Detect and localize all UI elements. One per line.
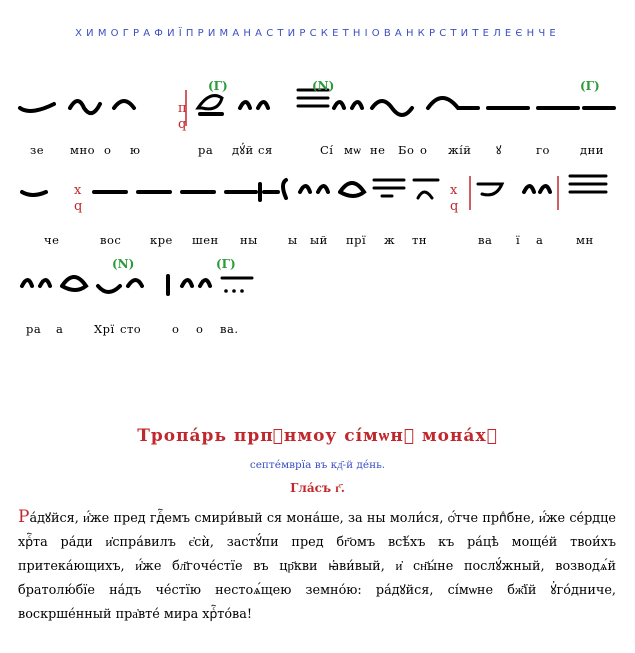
syllable: сто (120, 322, 142, 336)
syllable: а (536, 233, 544, 247)
syllable: Сі́ (320, 143, 334, 157)
syllable: ї (516, 233, 521, 247)
svg-text:х: х (450, 183, 458, 198)
svg-text:q: q (74, 199, 83, 214)
svg-text:(N): (N) (312, 79, 335, 93)
syllable: прї (346, 233, 367, 247)
troparion-tone: Гла́съ г҃. (290, 481, 345, 495)
syllable: ꙋ (496, 143, 502, 157)
syllable: о (420, 143, 428, 157)
syllable: го (536, 143, 550, 157)
syllable: мн (576, 233, 594, 247)
syllable: жі́й (448, 143, 472, 157)
syllable: ра (26, 322, 42, 336)
syllable: дни (580, 143, 604, 157)
svg-text:(N): (N) (112, 257, 135, 271)
neume-line-2 (18, 170, 618, 220)
syllable: мѡ (344, 143, 362, 157)
syllable: ва (478, 233, 493, 247)
troparion-title: Тропа́рь прпⷣнмоу сі́мѡнꙋ мона́хꙋ (137, 426, 498, 446)
troparion-date: септе́мврїа въ кд҃-й де́нь. (249, 459, 386, 471)
svg-text:(Г): (Г) (216, 257, 236, 271)
neume-staff-row-1 (18, 80, 618, 130)
syllable: дꙋ́й (232, 143, 254, 157)
syllable: Бо (398, 143, 415, 157)
svg-text:х: х (74, 183, 82, 198)
syllable: не (370, 143, 386, 157)
syllable: о (196, 322, 204, 336)
troparion-text: а́дꙋйся, и҆́же пред гдⷭ҇емъ смири́вый ся мона́ше, за ны моли́ся, ѻ҆́тче прпⷣбне, и҆́же се́рдце хрⷭ҇та ра́ди и҆спра́вилъ є҆сѝ, застꙋ́пи пред бг҃омъ всѣ́хъ къ ра́цѣ моще́й твои́хъ притека́ющихъ, и҆́же бл҃гоче́стїе въ цр҃кви ꙗ҆ви́вый, и҆ сн҃ы́не послꙋ́жный, возводѧ́й братолю́бїе на́дъ че́стїю нестоѧ́щею земно́ю: ра́дꙋйся, сі́мѡне бж҃їй ꙋ҆го́дниче, воскрше́нный пра҆вте́ мира хрⷭ҇то́ва! (18, 511, 616, 622)
neume-staff-row-3 (18, 258, 618, 308)
neume-line-1 (18, 80, 618, 130)
syllable: вос (100, 233, 122, 247)
syllable: шен (192, 233, 219, 247)
syllable: а (56, 322, 64, 336)
syllable: кре (150, 233, 173, 247)
syllable: зе (30, 143, 45, 157)
svg-text:(Г): (Г) (208, 79, 228, 93)
syllable: Хрї (94, 322, 115, 336)
syllable: ва. (220, 322, 239, 336)
svg-text:(Г): (Г) (580, 79, 600, 93)
neume-line-3 (18, 258, 318, 308)
syllable: че (44, 233, 60, 247)
svg-text:q: q (178, 117, 187, 132)
syllable: ны (240, 233, 258, 247)
troparion-body (18, 505, 616, 627)
syllable: тн (412, 233, 428, 247)
red-mark: п (178, 101, 187, 116)
syllable: о (172, 322, 180, 336)
drop-cap: Р (18, 507, 30, 527)
svg-text:q: q (450, 199, 459, 214)
header-text: ХИМОГРАФИЇПРИМАНАСТИРСКЕТНІОВАНКРСТИТЕЛЕЄНЧЕ (75, 28, 560, 39)
syllable: мно (70, 143, 96, 157)
syllable: ю (130, 143, 141, 157)
syllable: ж (384, 233, 396, 247)
syllable: о (104, 143, 112, 157)
syllable: ы (288, 233, 298, 247)
neume-staff-row-2 (18, 170, 618, 220)
syllable: ый (310, 233, 328, 247)
syllable: ся (258, 143, 273, 157)
syllable: ра (198, 143, 214, 157)
